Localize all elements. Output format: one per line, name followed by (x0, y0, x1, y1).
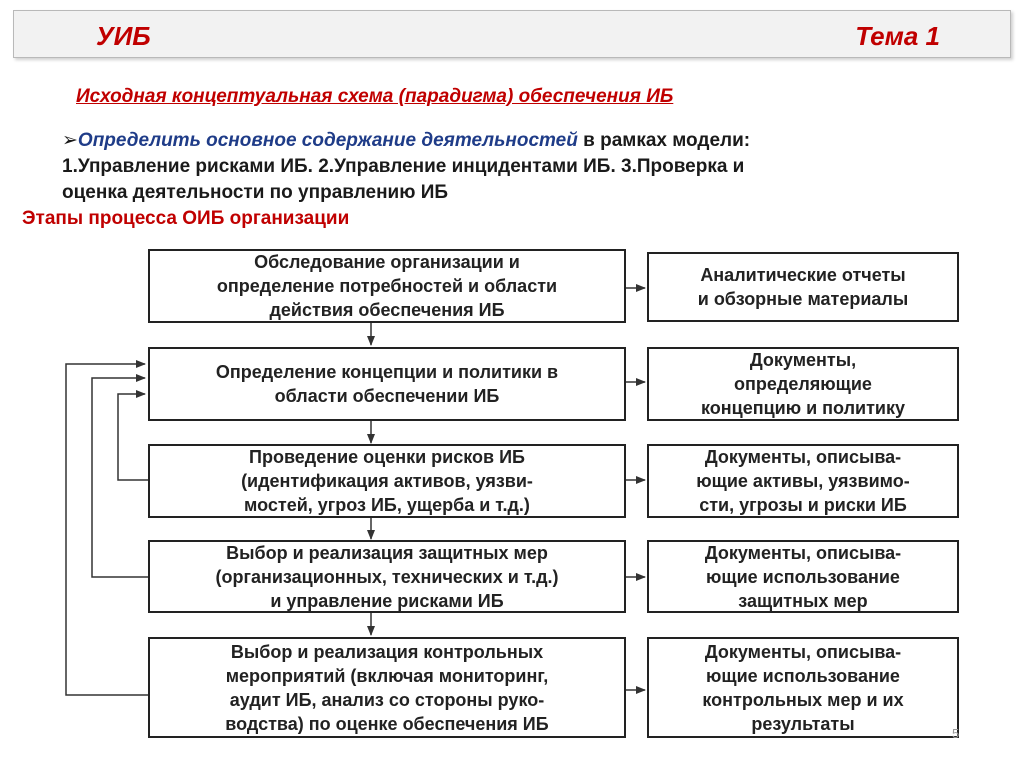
output-line: ющие использование (706, 566, 900, 587)
step-line: и управление рисками ИБ (270, 590, 504, 611)
step-concept-policy (148, 347, 626, 421)
step-risk-assessment (148, 444, 626, 518)
step-line: водства) по оценке обеспечения ИБ (225, 713, 549, 734)
output-line: ющие использование (706, 665, 900, 686)
step-line: аудит ИБ, анализ со стороны руко- (229, 689, 545, 710)
stages-title: Этапы процесса ОИБ организации (22, 208, 350, 229)
output-risk-documents (647, 444, 959, 518)
step-line: (идентификация активов, уязви- (241, 471, 533, 491)
output-control-documents (647, 637, 959, 738)
step-line: мероприятий (включая мониторинг, (225, 665, 549, 686)
bullet-emphasis: Определить основное содержание деятельностей (77, 130, 578, 151)
output-line: Документы, описыва- (704, 447, 902, 467)
step-control-measures (148, 637, 626, 738)
output-text (705, 541, 901, 613)
output-line: и обзорные материалы (697, 289, 909, 309)
step-text (225, 640, 548, 736)
output-line: Документы, описыва- (704, 641, 902, 662)
step-line: (организационных, технических и т.д.) (215, 566, 559, 587)
step-line: Проведение оценки рисков ИБ (249, 447, 525, 467)
step-line: действия обеспечения ИБ (269, 300, 505, 320)
output-text (702, 640, 903, 736)
bullet-line2: 1.Управление рисками ИБ. 2.Управление инцидентами ИБ. 3.Проверка и (62, 156, 745, 177)
bullet-line3: оценка деятельности по управлению ИБ (62, 182, 449, 203)
output-line: контрольных мер и их (702, 689, 904, 710)
step-line: Выбор и реализация контрольных (230, 641, 544, 662)
topic-title: Тема 1 (855, 21, 940, 51)
output-line: Документы, описыва- (704, 542, 902, 563)
output-line: ющие активы, уязвимо- (696, 471, 910, 491)
output-line: Аналитические отчеты (700, 265, 906, 285)
output-line: сти, угрозы и риски ИБ (699, 495, 907, 515)
bullet-line1-rest: в рамках модели: (577, 130, 751, 151)
step-text (216, 541, 559, 613)
page-number: 5 (952, 726, 960, 741)
step-text (216, 360, 558, 408)
output-text (696, 445, 909, 517)
step-survey (148, 249, 626, 323)
output-line: определяющие (734, 374, 872, 394)
step-line: определение потребностей и области (216, 276, 558, 296)
output-analytic-reports (647, 252, 959, 322)
course-title: УИБ (96, 21, 151, 51)
output-line: защитных мер (738, 590, 868, 611)
output-text (701, 348, 905, 420)
step-line: Обследование организации и (254, 252, 520, 272)
step-line: Выбор и реализация защитных мер (226, 542, 548, 563)
step-text (241, 445, 533, 517)
slide-subtitle: Исходная концептуальная схема (парадигма) обеспечения ИБ (76, 86, 674, 107)
step-text (217, 250, 557, 322)
step-protective-measures (148, 540, 626, 613)
output-text (698, 263, 908, 311)
output-line: результаты (751, 713, 855, 734)
output-concept-documents (647, 347, 959, 421)
bullet-marker: ➢ (62, 130, 78, 151)
output-protective-documents (647, 540, 959, 613)
step-line: мостей, угроз ИБ, ущерба и т.д.) (244, 495, 530, 515)
step-line: Определение концепции и политики в (215, 362, 559, 382)
output-line: концепцию и политику (701, 398, 905, 418)
output-line: Документы, (749, 350, 857, 370)
step-line: области обеспечении ИБ (274, 386, 500, 406)
